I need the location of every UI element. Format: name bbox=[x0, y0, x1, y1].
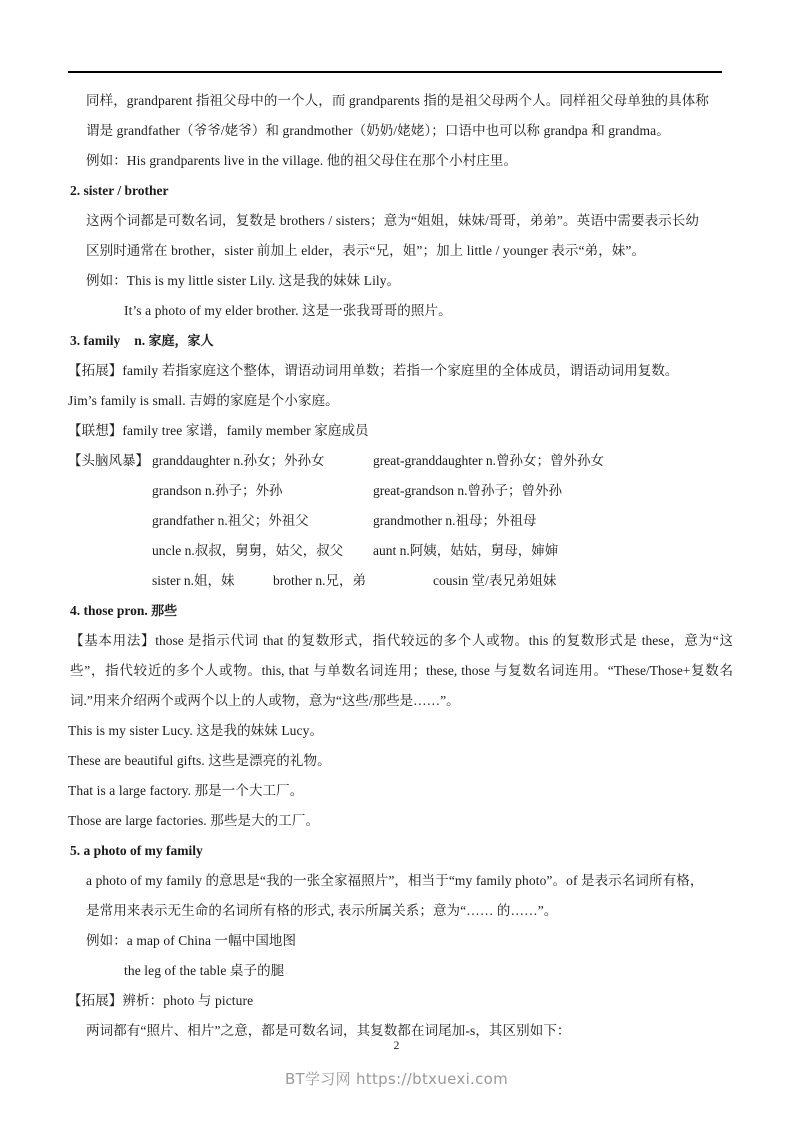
section-5-line-6: 两词都有“照片、相片”之意，都是可数名词，其复数都在词尾加-s，其区别如下： bbox=[86, 1023, 571, 1038]
section-5-line-1: a photo of my family 的意思是“我的一张全家福照片”，相当于“my family photo”。of 是表示名词所有格， bbox=[86, 873, 704, 888]
vocab-cell: sister n.姐，妹 bbox=[152, 573, 235, 588]
section-3-line-1: 【拓展】family 若指家庭这个整体，谓语动词用单数；若指一个家庭里的全体成员，谓语动词用复数。 bbox=[68, 363, 679, 378]
section-3-line-2: Jim’s family is small. 吉姆的家庭是个小家庭。 bbox=[68, 393, 339, 408]
intro-line-1: 同样，grandparent 指祖父母中的一个人，而 grandparents 指的是祖父母两个人。同样祖父母单独的具体称 bbox=[86, 93, 709, 108]
header-rule bbox=[68, 71, 722, 73]
section-4-usage: 【基本用法】those 是指示代词 that 的复数形式，指代较远的多个人或物。this 的复数形式是 these，意为“这些”，指代较近的多个人或物。this, that 与单数名词连用；these, those 与复数名词连用。“These/Those+复数名词.”用来介绍两个或两个以上的人或物，意为“这些/那些是……”。 bbox=[70, 633, 733, 708]
section-4-heading bbox=[0, 596, 793, 626]
section-4-example-1: This is my sister Lucy. 这是我的妹妹 Lucy。 bbox=[68, 723, 324, 738]
section-2-heading: 2. sister / brother bbox=[70, 183, 169, 198]
vocab-cell: uncle n.叔叔，舅舅，姑父，叔父 bbox=[152, 543, 344, 558]
vocab-cell: aunt n.阿姨，姑姑，舅母，婶婶 bbox=[373, 543, 559, 558]
intro-line-3: 例如：His grandparents live in the village. 他的祖父母住在那个小村庄里。 bbox=[86, 153, 518, 168]
page-number: 2 bbox=[393, 1040, 400, 1052]
vocab-cell: granddaughter n.孙女；外孙女 bbox=[152, 453, 325, 468]
vocab-cell: grandfather n.祖父；外祖父 bbox=[152, 513, 309, 528]
vocab-cell: great-grandson n.曾孙子；曾外孙 bbox=[373, 483, 562, 498]
section-3-heading-word: 3. family bbox=[70, 333, 121, 348]
watermark: BT学习网 https://btxuexi.com bbox=[284, 1070, 509, 1088]
section-5-line-2: 是常用来表示无生命的名词所有格的形式, 表示所属关系；意为“…… 的……”。 bbox=[86, 903, 558, 918]
section-5-line-5: 【拓展】辨析：photo 与 picture bbox=[68, 993, 254, 1008]
section-5-heading: 5. a photo of my family bbox=[70, 843, 203, 858]
section-4-example-4: Those are large factories. 那些是大的工厂。 bbox=[68, 813, 320, 828]
vocab-row bbox=[68, 536, 793, 566]
vocab-row bbox=[68, 566, 793, 596]
brainstorm-tag: 【头脑风暴】 bbox=[68, 453, 149, 468]
section-3-heading bbox=[0, 326, 793, 356]
vocab-cell: grandmother n.祖母；外祖母 bbox=[373, 513, 537, 528]
document-content bbox=[0, 86, 793, 1046]
section-2-example-1: 例如：This is my little sister Lily. 这是我的妹妹 Lily。 bbox=[86, 273, 401, 288]
vocab-row bbox=[68, 446, 793, 476]
section-5-example-1: 例如：a map of China 一幅中国地图 bbox=[86, 933, 297, 948]
intro-line-2: 谓是 grandfather（爷爷/姥爷）和 grandmother（奶奶/姥姥）；口语中也可以称 grandpa 和 grandma。 bbox=[86, 123, 670, 138]
section-4-heading-cn: 那些 bbox=[151, 604, 178, 619]
brainstorm-vocab-list bbox=[0, 446, 793, 596]
vocab-row bbox=[68, 476, 793, 506]
section-3-heading-pos: n. bbox=[134, 333, 146, 348]
section-3-heading-cn: 家庭，家人 bbox=[148, 334, 214, 349]
section-5-example-2: the leg of the table 桌子的腿 bbox=[124, 963, 285, 978]
section-2-line-1: 这两个词都是可数名词，复数是 brothers / sisters；意为“姐姐，妹妹/哥哥，弟弟”。英语中需要表示长幼 bbox=[86, 213, 699, 228]
section-4-example-2: These are beautiful gifts. 这些是漂亮的礼物。 bbox=[68, 753, 331, 768]
vocab-row bbox=[68, 506, 793, 536]
vocab-cell: grandson n.孙子；外孙 bbox=[152, 483, 283, 498]
vocab-cell: great-granddaughter n.曾孙女；曾外孙女 bbox=[373, 453, 604, 468]
section-3-line-3: 【联想】family tree 家谱，family member 家庭成员 bbox=[68, 423, 369, 438]
section-2-example-2: It’s a photo of my elder brother. 这是一张我哥哥的照片。 bbox=[124, 303, 452, 318]
section-4-example-3: That is a large factory. 那是一个大工厂。 bbox=[68, 783, 304, 798]
section-4-heading-word: 4. those pron. bbox=[70, 603, 148, 618]
vocab-cell: cousin 堂/表兄弟姐妹 bbox=[433, 573, 557, 588]
vocab-cell: brother n.兄，弟 bbox=[273, 573, 366, 588]
section-2-line-2: 区别时通常在 brother，sister 前加上 elder，表示“兄，姐”；加上 little / younger 表示“弟，妹”。 bbox=[86, 243, 646, 258]
